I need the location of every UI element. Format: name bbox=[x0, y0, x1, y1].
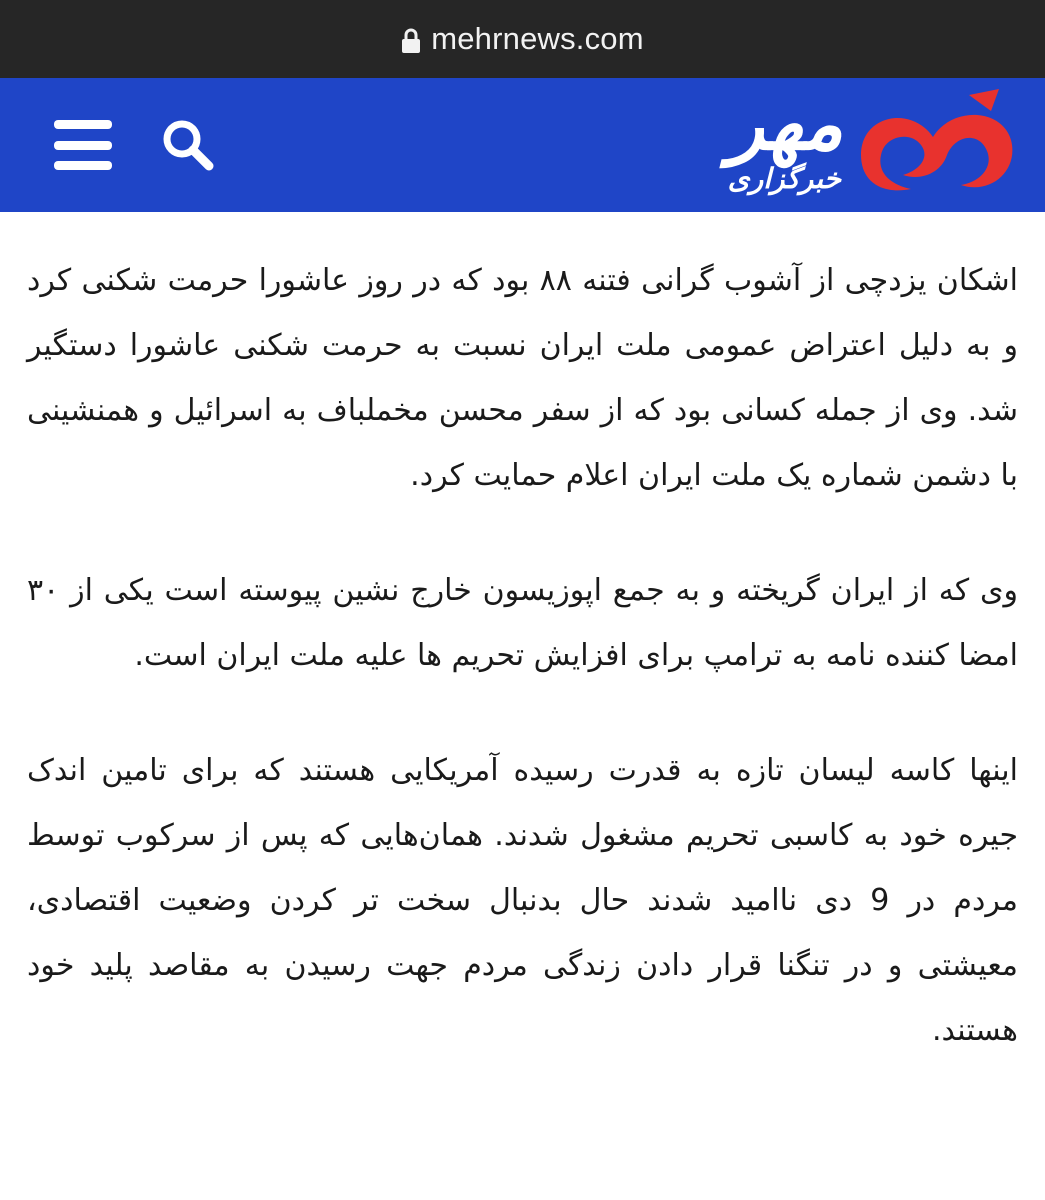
menu-bar bbox=[54, 161, 112, 170]
logo-word-main: مهر bbox=[728, 81, 843, 167]
header-tools bbox=[54, 117, 216, 173]
logo-mark-icon bbox=[851, 85, 1019, 205]
url-text[interactable]: mehrnews.com bbox=[431, 21, 644, 56]
search-icon[interactable] bbox=[160, 117, 216, 173]
logo-wordmark bbox=[605, 81, 845, 205]
menu-bar bbox=[54, 120, 112, 129]
lock-icon bbox=[401, 28, 421, 54]
browser-address-bar[interactable] bbox=[0, 0, 1045, 78]
article-body bbox=[0, 212, 1045, 1063]
logo-word-sub: خبرگزاری bbox=[727, 162, 841, 195]
article-paragraph: اشکان یزدچی از آشوب گرانی فتنه ۸۸ بود که در روز عاشورا حرمت شکنی کرد و به دلیل اعتراض عمومی ملت ایران نسبت به حرمت شکنی عاشورا دستگیر شد. وی از جمله کسانی بود که از سفر محسن مخملباف به اسرائیل و همنشینی با دشمن شماره یک ملت ایران اعلام حمایت کرد. bbox=[27, 263, 1019, 493]
menu-bar bbox=[54, 141, 112, 150]
article-paragraph: وی که از ایران گریخته و به جمع اپوزیسون خارج نشین پیوسته است یکی از ۳۰ امضا کننده نامه به ترامپ برای افزایش تحریم ها علیه ملت ایران است. bbox=[27, 573, 1018, 673]
mehr-news-logo[interactable] bbox=[605, 81, 1019, 205]
hamburger-menu-icon[interactable] bbox=[54, 120, 112, 170]
site-header bbox=[0, 78, 1045, 212]
article-paragraph: اینها کاسه لیسان تازه به قدرت رسیده آمریکایی هستند که برای تامین اندک جیره خود به کاسبی تحریم مشغول شدند. همان‌هایی که پس از سرکوب توسط مردم در 9 دی ناامید شدند حال بدنبال سخت تر کردن وضعیت اقتصادی، معیشتی و در تنگنا قرار دادن زندگی مردم جهت رسیدن به مقاصد پلید خود هستند. bbox=[27, 753, 1018, 1048]
